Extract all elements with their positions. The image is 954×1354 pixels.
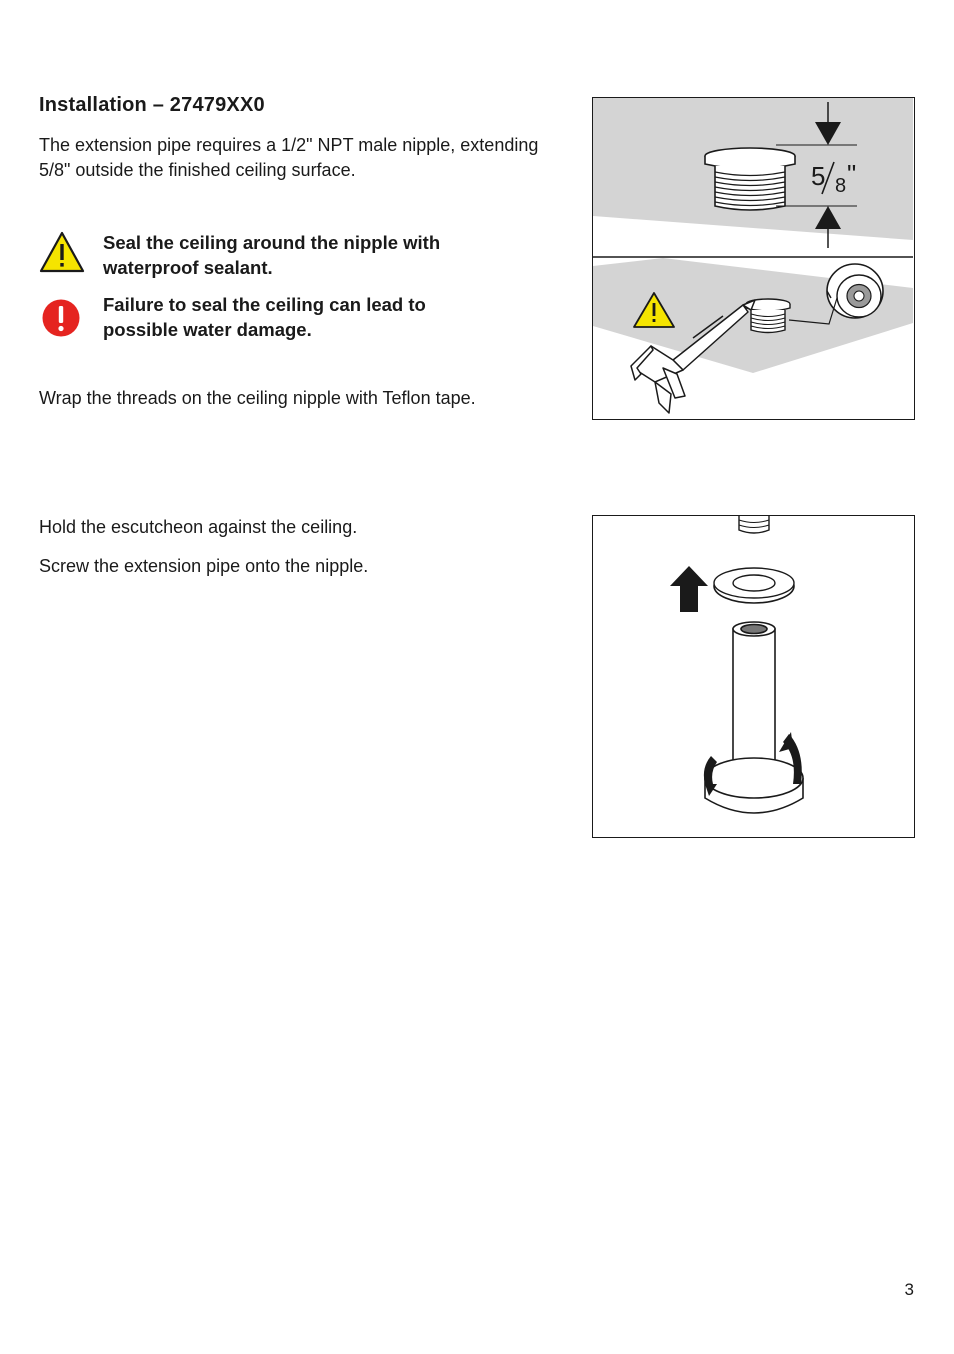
nipple-dimension-figure [592, 97, 915, 420]
dimension-numerator: 5 [811, 161, 826, 191]
danger-exclamation-icon [42, 299, 80, 337]
dimension-unit: " [847, 159, 857, 189]
caution-triangle-icon [39, 231, 85, 273]
arrow-up-icon [670, 566, 708, 612]
extension-pipe-assembly-figure [592, 515, 915, 838]
dimension-denominator: 8 [835, 175, 847, 197]
wrap-instruction: Wrap the threads on the ceiling nipple with Teflon tape. [39, 388, 476, 408]
ceiling-nipple-illustration [739, 516, 769, 533]
hold-instruction: Hold the escutcheon against the ceiling. [39, 517, 358, 537]
page-number: 3 [904, 1280, 914, 1299]
screw-instruction: Screw the extension pipe onto the nipple. [39, 556, 369, 576]
caution-text: Seal the ceiling around the nipple with waterproof sealant. [103, 232, 441, 278]
intro-paragraph: The extension pipe requires a 1/2" NPT male nipple, extending 5/8" outside the finished ceiling surface. [39, 135, 539, 180]
section-title: Installation – 27479XX0 [39, 94, 265, 116]
base-escutcheon-illustration [705, 758, 803, 813]
ceiling-nipple-illustration [705, 148, 795, 210]
extension-pipe-illustration [733, 622, 775, 781]
escutcheon-ring-illustration [714, 568, 794, 603]
danger-text: Failure to seal the ceiling can lead to possible water damage. [103, 294, 426, 340]
